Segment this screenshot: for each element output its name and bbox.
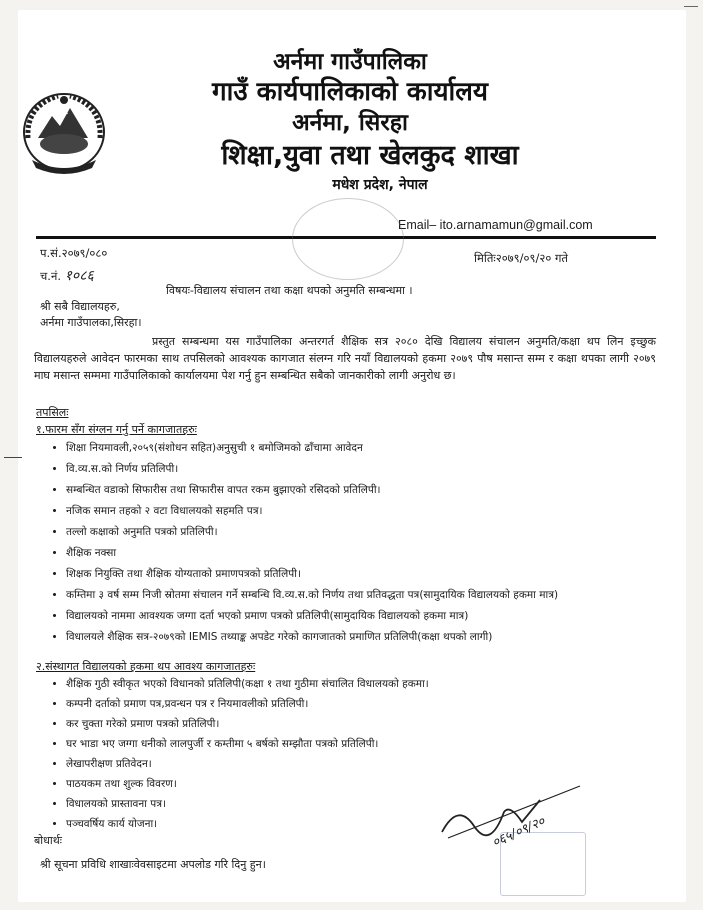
list-item: • सम्बन्धित वडाको सिफारीस तथा सिफारीस वापत रकम बुझाएको रसिदको प्रतिलिपी। <box>66 482 666 498</box>
office-address: अर्नमा, सिरहा <box>292 110 408 136</box>
tapsil-label: तपसिलः <box>36 406 69 419</box>
letter-subject: विषयः-विद्यालय संचालन तथा कक्षा थपको अनुमति सम्बन्धमा । <box>166 284 413 297</box>
signatory-stamp <box>500 832 586 896</box>
reference-number: प.सं.२०७९/०८० <box>40 246 108 260</box>
nepal-government-emblem <box>18 86 110 176</box>
municipality-name: अर्नमा गाउँपालिका <box>273 49 427 75</box>
recipient-line-2: अर्नमा गाउँपालका,सिरहा। <box>40 316 142 329</box>
list-item: • शैक्षिक नक्सा <box>66 545 666 561</box>
list-item: • विधालयको प्रास्तावना पत्र। <box>66 796 666 812</box>
office-name: गाउँ कार्यपालिकाको कार्यालय <box>212 77 488 107</box>
bodharth-line: श्री सूचना प्रविधि शाखाःवेवसाइटमा अपलोड गरि दिनु हुन। <box>40 858 266 871</box>
body-paragraph <box>34 333 656 384</box>
list-item: • कम्पनी दर्ताको प्रमाण पत्र,प्रवन्धन पत्र र नियमावलीको प्रतिलिपी। <box>66 696 666 712</box>
recipient-line-1: श्री सबै विद्यालयहरु, <box>40 300 120 313</box>
scan-mark <box>684 6 698 7</box>
list-item: • कम्तिमा ३ वर्ष सम्म निजी स्रोतमा संचालन गर्ने सम्बन्धि वि.व्य.स.को निर्णय तथा प्रतिवद्धता पत्र(सामुदायिक विद्यालयको हकमा मात्र) <box>66 587 666 603</box>
office-heading <box>150 48 550 196</box>
margin-mark <box>4 457 22 458</box>
list-item: • नजिक समान तहको २ वटा विधालयको सहमति पत्र। <box>66 503 666 519</box>
bodharth-label: बोधार्थः <box>34 834 62 847</box>
list-item: • लेखापरीक्षण प्रतिवेदन। <box>66 756 666 772</box>
dispatch-number <box>40 266 94 285</box>
signature-date: ०६५/०९/२० <box>489 814 548 851</box>
list-item: • शैक्षिक गुठी स्वीकृत भएको विधानको प्रतिलिपी(कक्षा १ तथा गुठीमा संचालित विधालयको हकमा। <box>66 676 666 692</box>
list-item: • तल्लो कक्षाको अनुमति पत्रको प्रतिलिपी। <box>66 524 666 540</box>
province-name: मधेश प्रदेश, नेपाल <box>332 177 428 193</box>
branch-name: शिक्षा,युवा तथा खेलकुद शाखा <box>221 140 519 171</box>
list-item: • घर भाडा भए जग्गा धनीको लालपुर्जी र कम्तीमा ५ बर्षको सम्झौता पत्रको प्रतिलिपी। <box>66 736 666 752</box>
list-item: • पञ्चवर्षिय कार्य योजना। <box>66 816 666 832</box>
section1-list <box>48 440 666 650</box>
list-item: • शिक्षा नियमावली,२०५९(संशोधन सहित)अनुसुची १ बमोजिमको ढाँचामा आवेदन <box>66 440 666 456</box>
list-item: • कर चुक्ता गरेको प्रमाण पत्रको प्रतिलिपी। <box>66 716 666 732</box>
section1-heading: १.फारम सँग संग्लन गर्नु पर्ने कागजातहरुः <box>36 423 197 436</box>
list-item: • पाठयकम तथा शुल्क विवरण। <box>66 776 666 792</box>
body-text: प्रस्तुत सम्बन्धमा यस गाउँपालिका अन्तरगर्त शैक्षिक सत्र २०८० देखि विद्यालय संचालन अनुमति/कक्षा थप लिन इच्छुक विद्यालयहरुले आवेदन फारमका साथ तपसिलको आवश्यक कागजात संलग्न गरि नयाँ विद्यालयको हकमा २०७९ पौष मसान्त सम्म र कक्षा थपका लागी २०७९ माघ मसान्त सम्ममा गाउँपालिकाको कार्यालयमा पेश गर्नु हुन सम्बन्धित सबैको जानकारीको लागी अनुरोध छ। <box>34 335 656 382</box>
list-item: • विद्यालयको नाममा आवश्यक जग्गा दर्ता भएको प्रमाण पत्रको प्रतिलिपी(सामुदायिक विद्यालयको हकमा मात्र) <box>66 608 666 624</box>
list-item: • वि.व्य.स.को निर्णय प्रतिलिपी। <box>66 461 666 477</box>
list-item: • शिक्षक नियुक्ति तथा शैक्षिक योग्यताको प्रमाणपत्रको प्रतिलिपी। <box>66 566 666 582</box>
dispatch-value: १०८६ <box>64 268 94 284</box>
list-item: • विधालयले शैक्षिक सत्र-२०७९को IEMIS तथ्याङ्क अपडेट गरेको कागजातको प्रमाणित प्रतिलिपी(कक्षा थपको लागी) <box>66 629 666 645</box>
office-stamp <box>292 198 404 280</box>
office-email: Email– ito.arnamamun@gmail.com <box>398 218 593 232</box>
letter-date: मितिः२०७९/०९/२० गते <box>474 251 568 265</box>
dispatch-label: च.नं. <box>40 269 61 283</box>
section2-heading: २.संस्थागत विद्यालयको हकमा थप आवश्य कागजातहरुः <box>36 660 256 673</box>
